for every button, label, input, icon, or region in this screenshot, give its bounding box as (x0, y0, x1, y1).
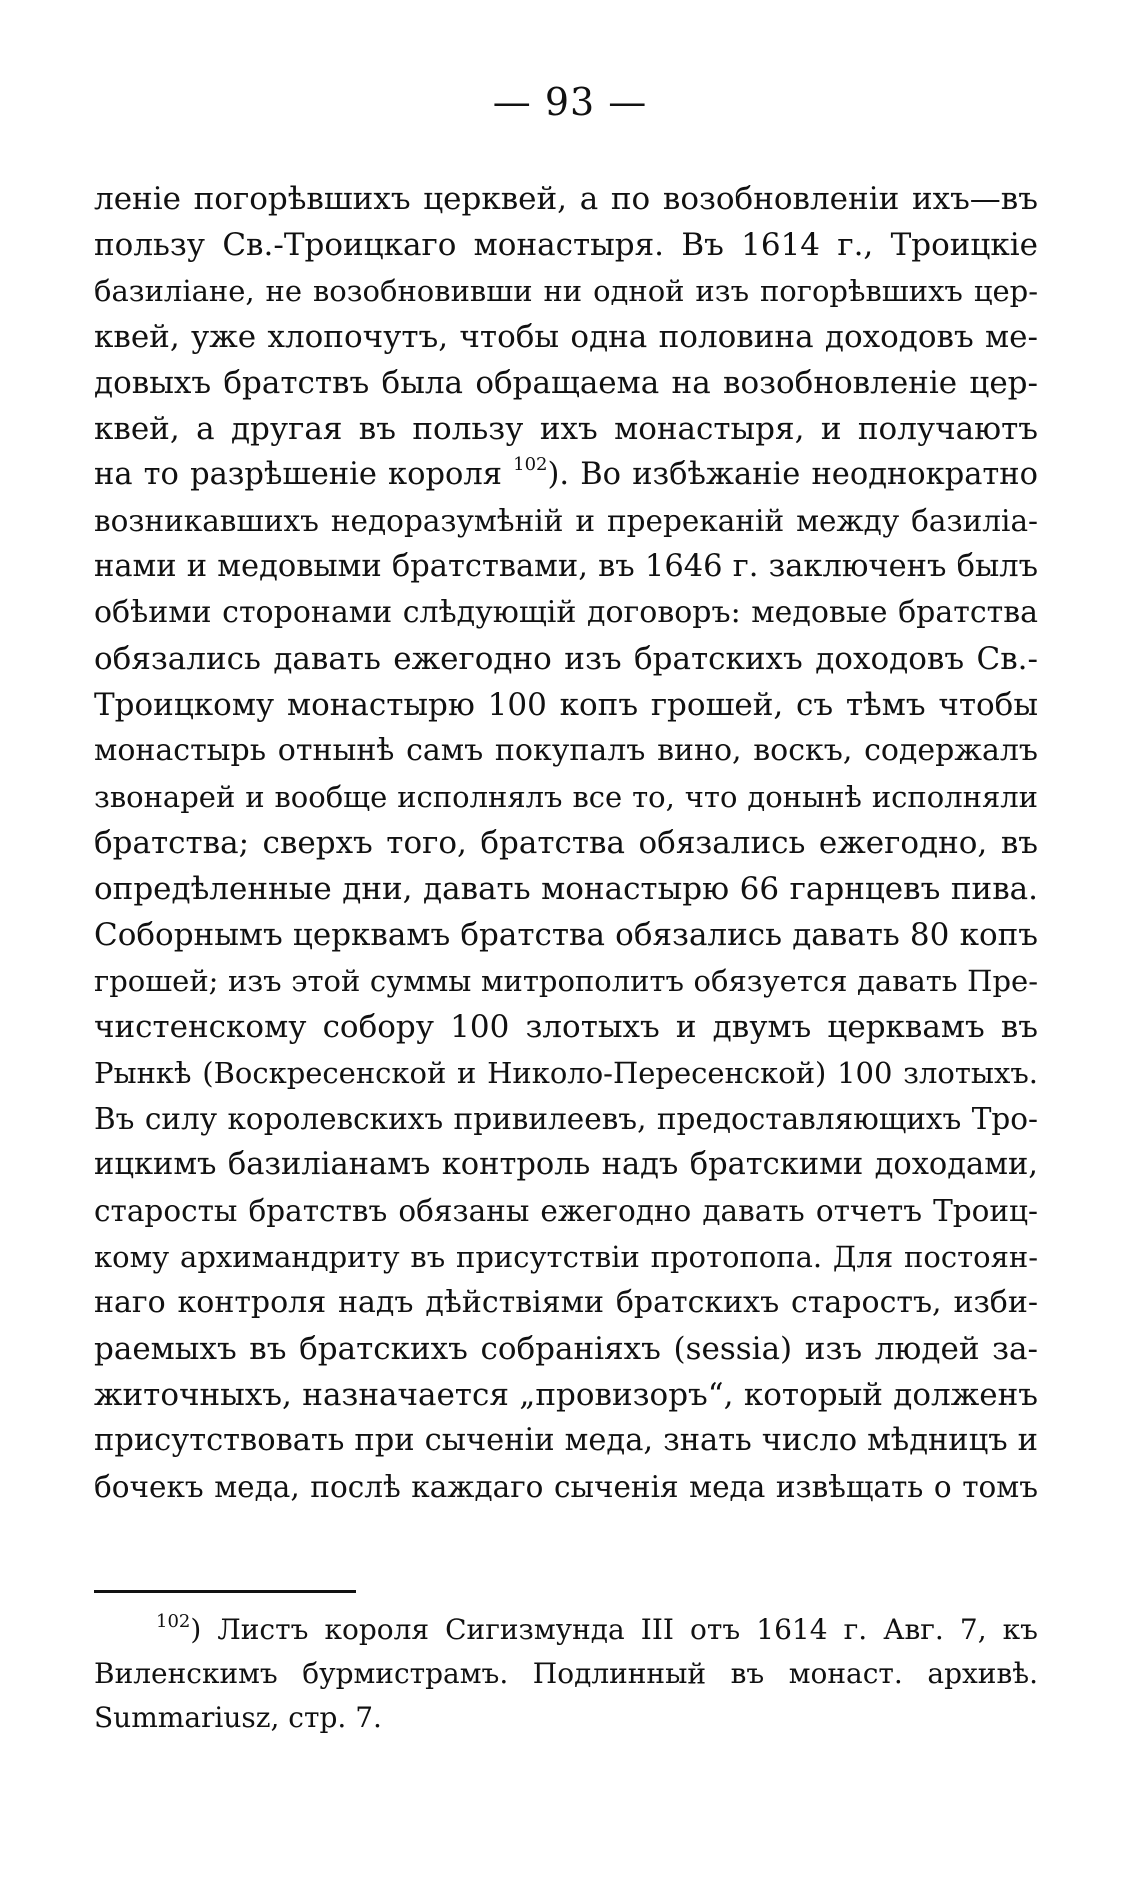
text-line: наго контроля надъ дѣйствіями братскихъ старостъ, изби- (94, 1285, 1038, 1320)
text-line: обязались давать ежегодно изъ братскихъ доходовъ Св.- (94, 641, 1038, 677)
text-line-head: на то разрѣшеніе короля (94, 457, 502, 492)
text-line: житочныхъ, назначается „провизоръ“, который долженъ (94, 1377, 1038, 1413)
text-line: базиліане, не возобновивши ни одной изъ погорѣвшихъ цер- (94, 274, 1038, 308)
text-line: Въ силу королевскихъ привилеевъ, предоставляющихъ Тро- (94, 1102, 1038, 1136)
text-line: нами и медовыми братствами, въ 1646 г. заключенъ былъ (94, 549, 1038, 584)
text-line: ицкимъ базиліанамъ контроль надъ братскими доходами, (94, 1147, 1038, 1182)
footnote-reference-marker: 102 (513, 454, 548, 475)
text-line: возникавшихъ недоразумѣній и пререканій между базиліа- (94, 504, 1038, 538)
footnote-line: Виленскимъ бурмистрамъ. Подлинный въ монаст. архивѣ. (94, 1657, 1038, 1690)
main-text (94, 176, 1038, 1510)
text-line: раемыхъ въ братскихъ собраніяхъ (sessia) изъ людей за- (94, 1331, 1038, 1367)
footnote-marker: 102 (156, 1611, 191, 1632)
footnote-text: ) Листъ короля Сигизмунда III отъ 1614 г. Авг. 7, къ (190, 1613, 1038, 1646)
text-line: старосты братствъ обязаны ежегодно давать отчетъ Троиц- (94, 1194, 1038, 1228)
text-line: Троицкому монастырю 100 копъ грошей, съ тѣмъ чтобы (94, 687, 1038, 723)
text-line: леніе погорѣвшихъ церквей, а по возобновленіи ихъ—въ (94, 181, 1038, 217)
footnote-line (94, 1608, 1038, 1652)
footnote-line: Summariusz, стр. 7. (94, 1701, 382, 1734)
footnote (94, 1608, 1038, 1740)
text-line: довыхъ братствъ была обращаема на возобновленіе цер- (94, 365, 1038, 401)
page-number: — 93 — (492, 80, 648, 124)
text-line: кому архимандриту въ присутствіи протопопа. Для постоян- (94, 1240, 1038, 1274)
text-line: пользу Св.-Троицкаго монастыря. Въ 1614 г., Троицкіе (94, 227, 1038, 263)
text-line: грошей; изъ этой суммы митрополитъ обязуется давать Пре- (94, 964, 1038, 998)
text-line: квей, а другая въ пользу ихъ монастыря, и получаютъ (94, 411, 1038, 447)
text-line: бочекъ меда, послѣ каждаго сыченія меда извѣщать о томъ (94, 1470, 1038, 1504)
text-line: присутствовать при сыченіи меда, знать число мѣдницъ и (94, 1423, 1038, 1458)
text-line: монастырь отнынѣ самъ покупалъ вино, воскъ, содержалъ (94, 733, 1038, 768)
footnote-divider (94, 1590, 356, 1593)
text-line-tail: ). Во избѣжаніе неоднократно (547, 457, 1038, 492)
text-line: обѣими сторонами слѣдующій договоръ: медовые братства (94, 595, 1038, 630)
text-line: чистенскому собору 100 злотыхъ и двумъ церквамъ въ (94, 1009, 1038, 1045)
text-line-with-reference (94, 452, 1038, 498)
text-line: Соборнымъ церквамъ братства обязались давать 80 копъ (94, 917, 1038, 953)
text-line: звонарей и вообще исполнялъ все то, что донынѣ исполняли (94, 780, 1038, 814)
text-line: братства; сверхъ того, братства обязались ежегодно, въ (94, 825, 1038, 861)
text-line: квей, уже хлопочутъ, чтобы одна половина доходовъ ме- (94, 319, 1038, 355)
text-line: Рынкѣ (Воскресенской и Николо-Пересенской) 100 злотыхъ. (94, 1056, 1038, 1090)
text-line: опредѣленные дни, давать монастырю 66 гарнцевъ пива. (94, 871, 1038, 907)
